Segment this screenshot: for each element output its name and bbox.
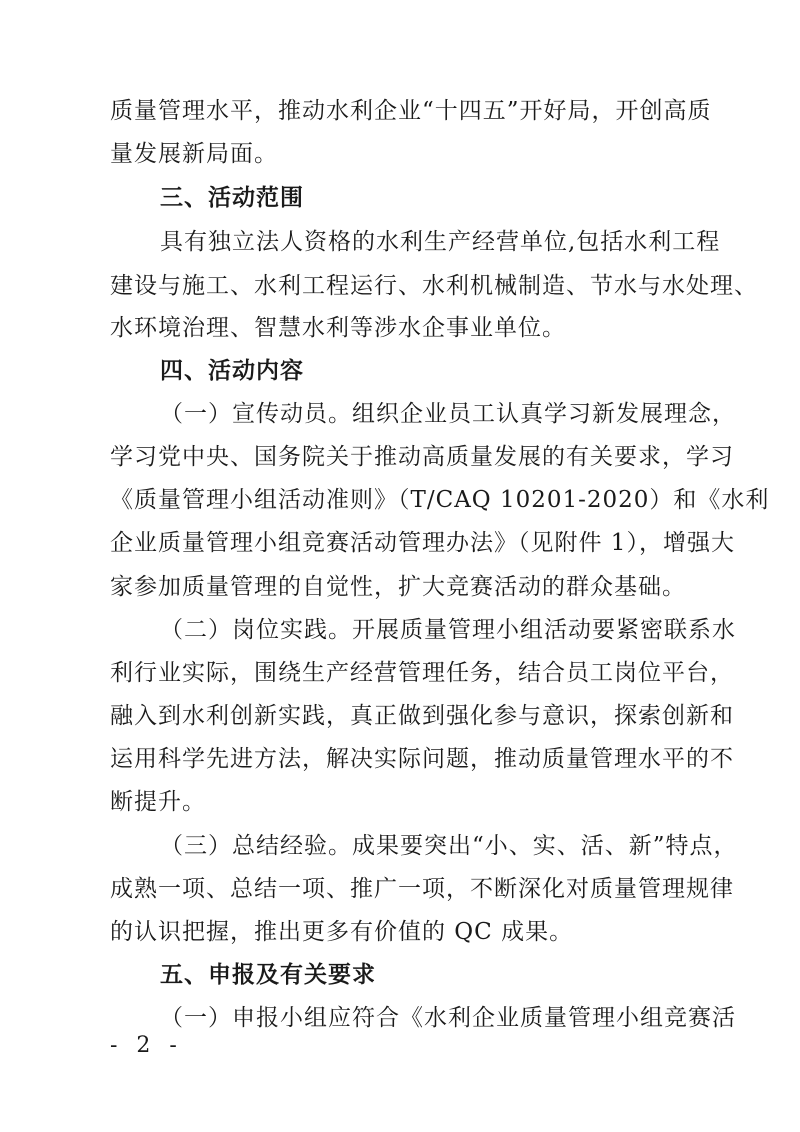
section-heading-scope: 三、活动范围: [160, 185, 304, 211]
body-text-line: 家参加质量管理的自觉性，扩大竞赛活动的群众基础。: [110, 574, 686, 600]
section-heading-requirements: 五、申报及有关要求: [160, 962, 376, 988]
body-text-line: 利行业实际，围绕生产经营管理任务，结合员工岗位平台，: [110, 660, 734, 686]
body-text-line: （一）宣传动员。组织企业员工认真学习新发展理念，: [160, 401, 736, 427]
body-text-line: 《质量管理小组活动准则》（T/CAQ 10201-2020）和《水利: [110, 487, 770, 513]
body-text-line: 学习党中央、国务院关于推动高质量发展的有关要求，学习: [110, 444, 734, 470]
body-text-line: （三）总结经验。成果要突出“小、实、活、新”特点，: [160, 833, 738, 859]
body-text-line: 建设与施工、水利工程运行、水利机械制造、节水与水处理、: [110, 273, 758, 299]
page-number: - 2 -: [110, 1033, 183, 1058]
body-text-line: （二）岗位实践。开展质量管理小组活动要紧密联系水: [160, 617, 736, 643]
section-heading-content: 四、活动内容: [160, 358, 304, 384]
body-text-line: 的认识把握，推出更多有价值的 QC 成果。: [110, 919, 574, 945]
body-text-line: 质量管理水平，推动水利企业“十四五”开好局，开创高质: [110, 98, 712, 124]
body-text-line: 量发展新局面。: [110, 141, 278, 167]
body-text-line: 运用科学先进方法，解决实际问题，推动质量管理水平的不: [110, 746, 734, 772]
body-text-line: 融入到水利创新实践，真正做到强化参与意识，探索创新和: [110, 703, 734, 729]
body-text-line: 具有独立法人资格的水利生产经营单位,包括水利工程: [160, 229, 721, 255]
body-text-line: 企业质量管理小组竞赛活动管理办法》（见附件 1），增强大: [110, 530, 735, 556]
body-text-line: 水环境治理、智慧水利等涉水企事业单位。: [110, 315, 566, 341]
body-text-line: （一）申报小组应符合《水利企业质量管理小组竞赛活: [160, 1005, 736, 1031]
body-text-line: 成熟一项、总结一项、推广一项，不断深化对质量管理规律: [110, 876, 734, 902]
body-text-line: 断提升。: [110, 789, 206, 815]
